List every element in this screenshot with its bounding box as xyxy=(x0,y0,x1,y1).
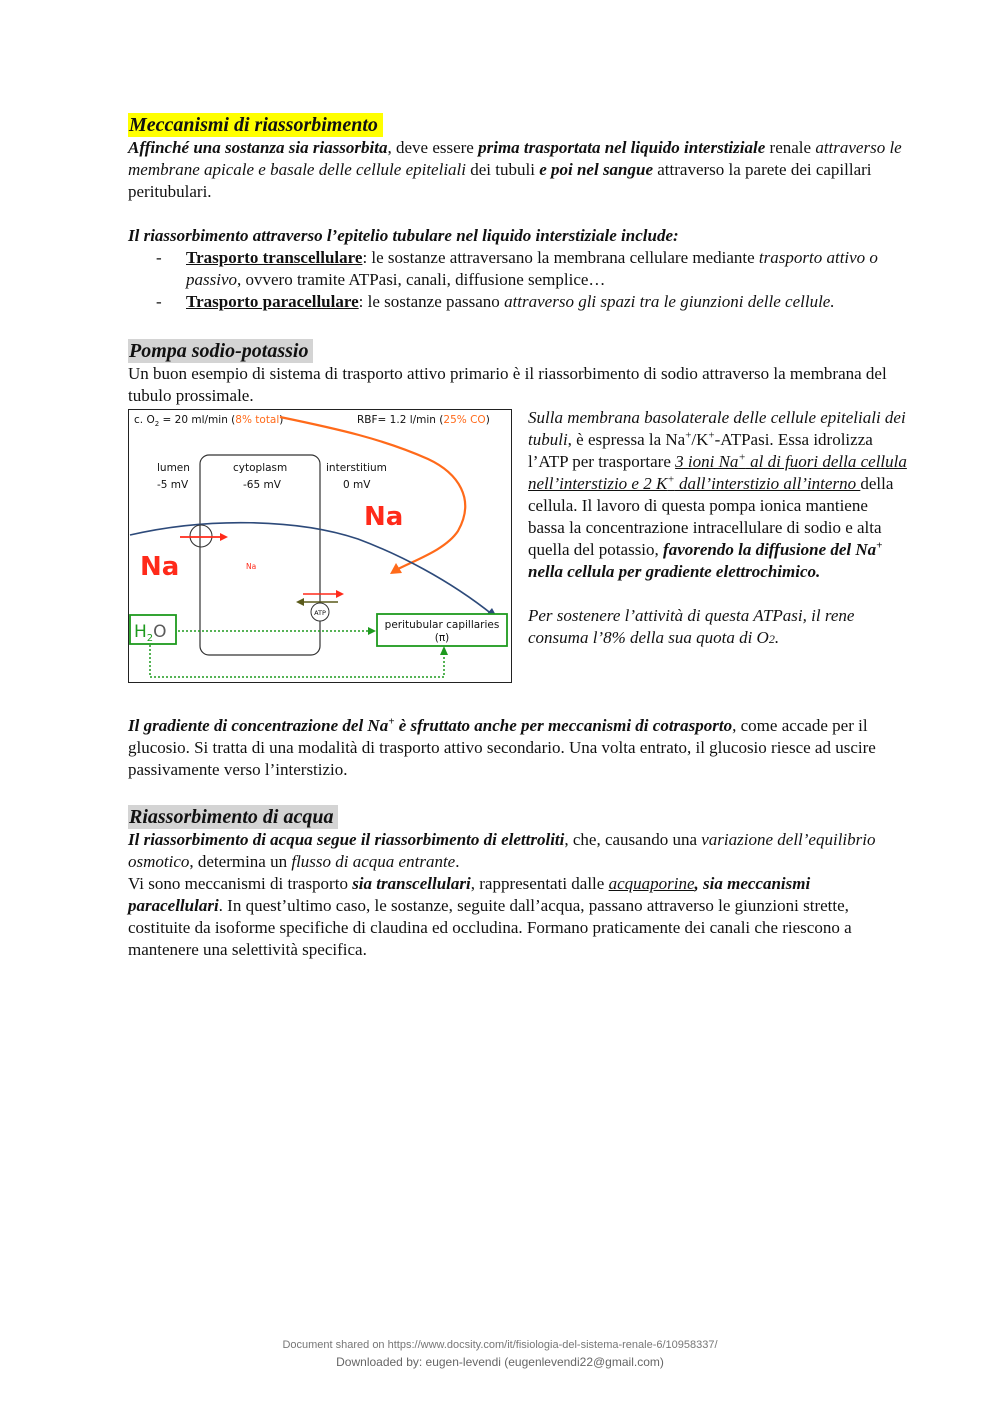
figure-row xyxy=(128,407,907,707)
text-span: Per sostenere l’attività di questa ATPasi, il rene consuma l’8% della sua quota di O xyxy=(528,606,855,647)
section-heading-riassorbimento: Meccanismi di riassorbimento xyxy=(128,113,383,137)
paragraph-epitelio-include: Il riassorbimento attraverso l’epitelio tubulare nel liquido interstiziale include: xyxy=(128,226,679,245)
paragraph-riassorbimento-intro xyxy=(128,137,903,203)
text-span: attraverso le membrane apicale e basale delle cellule epiteliali xyxy=(128,138,902,179)
interstitium-voltage: 0 mV xyxy=(343,479,371,491)
subscript: 2 xyxy=(768,632,775,646)
rbf-label: RBF= 1.2 l/min (25% CO) xyxy=(357,414,490,426)
paragraph-acqua-1 xyxy=(128,829,903,873)
text-span: flusso di acqua entrante xyxy=(291,852,456,871)
cytoplasm-voltage: -65 mV xyxy=(243,479,281,491)
paragraph-acqua-2 xyxy=(128,873,903,961)
text-span: al di fuori della cellula nell’interstizio e 2 K xyxy=(528,452,907,493)
h2o-label: $H_2O$ xyxy=(134,622,167,644)
superscript: + xyxy=(685,429,692,442)
text-span: variazione dell’equilibrio osmotico xyxy=(128,830,876,871)
paragraph-cotrasporto xyxy=(128,715,903,781)
text-span: Il gradiente di concentrazione del Na xyxy=(128,716,389,735)
atp-label: ATP xyxy=(314,609,326,617)
superscript: + xyxy=(388,715,395,728)
o2-consumption-label: c. $O_2 = 20$ ml/min (8% total) xyxy=(134,414,284,428)
text-span: 3 ioni Na xyxy=(675,452,739,471)
pi-label: (π) xyxy=(434,632,450,644)
text-span: , rappresentati dalle xyxy=(470,874,609,893)
text-span: : le sostanze attraversano la membrana cellulare mediante xyxy=(362,248,759,267)
lumen-voltage: -5 mV xyxy=(157,479,189,491)
text-span: /K xyxy=(691,430,709,449)
superscript: + xyxy=(876,539,883,552)
text-span: della cellula. Il lavoro di questa pompa ionica mantiene bassa la concentrazione intracellulare di sodio e alta quella del potassio, xyxy=(528,474,894,559)
text-span: dei tubuli xyxy=(466,160,540,179)
text-span: Vi sono meccanismi di trasporto xyxy=(128,874,353,893)
na-label-cytoplasm: Na xyxy=(246,562,257,571)
text-span: Sulla membrana basolaterale delle cellule epiteliali dei tubuli xyxy=(528,408,906,449)
text-span: , xyxy=(694,874,704,893)
superscript: + xyxy=(738,451,746,464)
text-span: acquaporine xyxy=(608,874,695,893)
text-span: trasporto attivo o passivo xyxy=(186,248,878,289)
interstitium-label: interstitium xyxy=(326,462,387,474)
text-span: attraverso la parete dei capillari peritubulari. xyxy=(128,160,872,201)
na-label-interstitium: Na xyxy=(364,502,404,532)
transport-list xyxy=(128,247,903,313)
lumen-label: lumen xyxy=(157,462,190,474)
text-span: Il riassorbimento di acqua segue il riassorbimento di elettroliti xyxy=(128,830,565,849)
text-span: prima trasportata nel liquido interstiziale xyxy=(478,138,766,157)
text-span: , deve essere xyxy=(387,138,479,157)
pump-description xyxy=(528,407,908,650)
footer-shared-link[interactable]: Document shared on https://www.docsity.com/it/fisiologia-del-sistema-renale-6/10958337/ xyxy=(282,1339,718,1351)
text-span: e poi nel sangue xyxy=(539,160,654,179)
na-label-lumen: Na xyxy=(140,552,180,582)
section-heading-acqua: Riassorbimento di acqua xyxy=(128,805,338,829)
text-span: renale xyxy=(765,138,816,157)
list-item-transcellulare xyxy=(186,247,903,291)
text-span: : le sostanze passano xyxy=(358,292,505,311)
text-span: favorendo la diffusione del Na xyxy=(663,540,877,559)
section-heading-pompa: Pompa sodio-potassio xyxy=(128,339,313,363)
paragraph-pompa-intro: Un buon esempio di sistema di trasporto attivo primario è il riassorbimento di sodio attraverso la membrana del tubulo prossimale. xyxy=(128,364,887,405)
list-term: Trasporto paracellulare xyxy=(186,292,359,311)
text-span: è sfruttato anche per meccanismi di cotrasporto xyxy=(394,716,733,735)
text-span: , è espressa la Na xyxy=(567,430,686,449)
superscript: + xyxy=(667,473,675,486)
capillaries-label: peritubular capillaries xyxy=(384,619,500,631)
sodium-pump-diagram xyxy=(128,409,512,683)
text-span: , come accade per il glucosio. Si tratta di una modalità di trasporto attivo secondario. Una volta entrato, il glucosio riesce ad uscire passivamente verso l’interstizio. xyxy=(128,716,876,779)
text-span: sia transcellulari xyxy=(352,874,471,893)
text-span: , ovvero tramite ATPasi, canali, diffusione semplice… xyxy=(237,270,606,289)
text-span: , determina un xyxy=(189,852,292,871)
text-span: Affinché una sostanza sia riassorbita xyxy=(128,138,388,157)
footer-downloaded-by: Downloaded by: eugen-levendi (eugenlevendi22@gmail.com) xyxy=(336,1355,664,1369)
text-span: . In quest’ultimo caso, le sostanze, seguite dall’acqua, passano attraverso le giunzioni strette, costituite da isoforme specifiche di claudina ed occludina. Formano praticamente dei canali che riescono a mantenere una selettività specifica. xyxy=(128,896,852,959)
text-span: attraverso gli spazi tra le giunzioni delle cellule. xyxy=(504,292,835,311)
paragraph-o2-consumption xyxy=(528,605,908,650)
text-span: sia meccanismi paracellulari xyxy=(128,874,811,915)
list-term: Trasporto transcellulare xyxy=(186,248,363,267)
text-span: . xyxy=(774,628,780,647)
paragraph-pump-explanation xyxy=(528,407,908,583)
text-span: . xyxy=(455,852,460,871)
text-span: dall’interstizio all’interno xyxy=(674,474,861,493)
text-span: nella cellula per gradiente elettrochimico. xyxy=(528,562,821,581)
list-item-paracellulare xyxy=(186,291,903,313)
text-span: -ATPasi. Essa idrolizza l’ATP per trasportare xyxy=(528,430,873,471)
document-page xyxy=(128,113,907,961)
cytoplasm-label: cytoplasm xyxy=(233,462,288,474)
superscript: + xyxy=(708,429,715,442)
text-span: , che, causando una xyxy=(564,830,702,849)
